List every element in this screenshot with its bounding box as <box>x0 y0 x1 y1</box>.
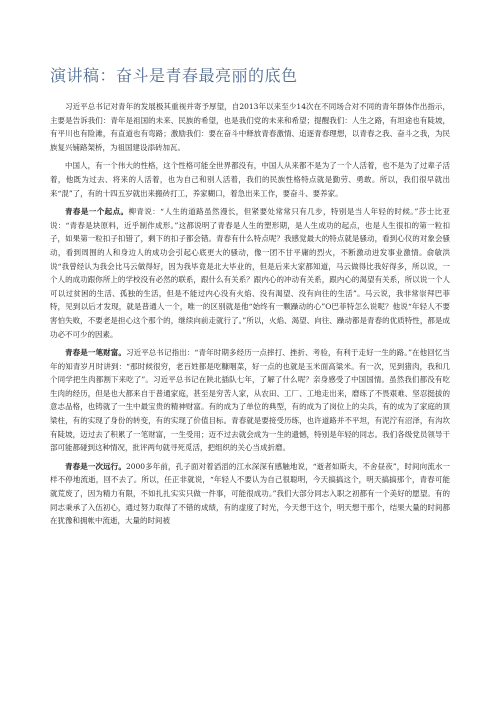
paragraph-text: 中国人，有一个伟大的性格，这个性格可能全世界都没有，中国人从来都不是为了一个人活着，也不是为了过辈子活着，他既为过去、将来的人活着，也为自己和别人活着，我们的民族性格特点就是勤劳、勇敢。所以，我们很早就出来“混”了，有的十四五岁就出来搬砖打工，养家糊口，着急出来工作，要奋斗、要养家。 <box>50 161 450 198</box>
paragraph <box>50 205 450 341</box>
paragraph-lead: 青春是一次远行。 <box>65 461 126 471</box>
paragraph-lead: 青春是一个起点。 <box>65 207 129 217</box>
paragraph <box>50 100 450 154</box>
document-body <box>50 100 450 533</box>
paragraph-text: 习近平总书记指出：“青年时期多经历一点摔打、挫折、考验，有利于走好一生的路。”在他回忆当年的知青岁月时讲到：“那时候很穷，老百姓都是吃糠咽菜，好一点的也就是玉米面高粱米。有一次，见到猪肉，我和几个同学把生肉都割下来吃了”。习近平总书记在陕北插队七年，了解了什么呢？亲身感受了中国国情。虽然我们都没有吃生肉的经历，但是也大都来自于普通家庭，甚至是穷苦人家，从农田、工厂、工地走出来，磨练了不畏艰难、坚忍挺拔的意志品格，也铸就了一生中最宝贵的精神财富。有的成为了单位的典型，有的成为了岗位上的尖兵，有的成为了家庭的顶梁柱，有的实现了身份的转变，有的实现了价值目标。青春就是要接受历练，也许道路并不平坦，有泥泞有沼泽，有沟坎有陡坡，迈过去了积累了一笔财富，一生受用；迈不过去就会成为一生的遗憾，特别是年轻的同志。我们各级党员领导干部可能都碰到这种情况，批评两句就寻死觅活，把组织的关心当成折磨。 <box>50 348 450 453</box>
paragraph-text: 柳青说：“人生的道路虽然漫长，但紧要处常常只有几步，特别是当人年轻的时候。”莎士比亚说：“青春是块原料，近乎制作成形。”这都说明了青春是人生的塑形期，是人生成功的起点，也是人生很扣的第一粒扣子，如果第一粒扣子扣错了，剩下的扣子都会错。青春有什么特点呢？我感觉最大的特点就是骚动，看到心仪的对象会骚动，看到周围的人和身边人的成功会引起心底更大的骚动，像一团不甘平庸的烈火，不断激动迸发事业激情。俞敏洪说“我曾经认为我会比马云做得好，因为我毕竟是北大毕业的，但是后来大家都知道，马云做得比我好得多，所以说，一个人的成功跟你所上的学校没有必然的联系，跟什么有关系？跟内心的冲动有关系，跟内心的渴望有关系，所以说一个人可以过贫困的生活、孤独的生活，但是不能过内心没有火焰、没有渴望、没有向往的生活”。马云说，我非常崇拜巴菲特，见到以后才发现，就是普通人一个，唯一的区别就是他“始终有一颗躁动的心”O巴菲特怎么说呢？他说“年轻人不要害怕失败，不要老是担心这个那个的，继续向前走就行了。”所以，火焰、渴望、向往、躁动都是青春的优质特性，都是成功必不可少的因素。 <box>50 207 451 339</box>
paragraph-lead: 青春是一笔财富。 <box>65 348 126 358</box>
paragraph <box>50 346 450 455</box>
paragraph-text: 习近平总书记对青年的发展极其重视并寄予厚望，自2013年以来至少14次在不同场合对不同的青年群体作出指示，主要是告诉我们：青年是祖国的未来、民族的希望，也是我们党的未来和希望；提醒我们：人生之路，有坦途也有陡坡，有平川也有险滩，有直道也有弯路；激励我们：要在奋斗中释放青春激情、追逐青春理想，以青春之我、奋斗之我，为民族复兴铺路架桥，为祖国建设添砖加瓦。 <box>50 102 450 152</box>
paragraph <box>50 159 450 200</box>
document-title: 演讲稿：奋斗是青春最亮丽的底色 <box>50 66 298 85</box>
paragraph <box>50 460 450 528</box>
paragraph-text: 2000多年前，孔子面对着滔滔的江水深深有感触地说，“逝者如斯夫，不舍昼夜”，时间向流水一样不停地流逝，回不去了。所以，任正非就说，“年轻人不要认为自己很聪明，今天搞搞这个，明天搞搞那个，青春可能就荒废了，因为精力有限，不如扎扎实实只做一件事，可能很成功。”我们大部分同志入职之初都有一个美好的愿望。有的同志秉承了入伍初心，通过努力取得了不错的成绩，有的虚度了时光，今天想干这个，明天想干那个，结果大量的时间都在犹豫和拥帐中流逝，大量的时间被 <box>50 461 450 526</box>
